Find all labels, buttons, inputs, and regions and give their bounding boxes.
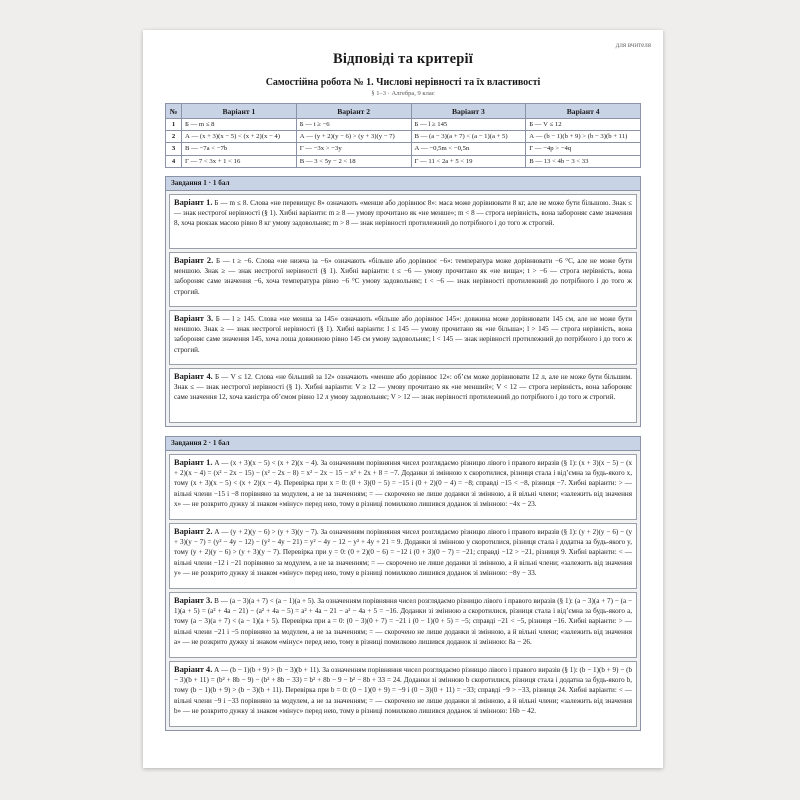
- table-cell: Г — 7 < 3x + 1 < 16: [182, 155, 297, 167]
- answer-key-table: [165, 103, 641, 168]
- explanation-text: Б — t ≥ −6. Слова «не нижча за −6» означають «більше або дорівнює −6»: температура може дорівнювати −6 °C, але не може бути меншою. Знак ≥ — знак нестрогої нерівності (§ 1). Хибні варіанти: t ≤ −6 — умову прочитано як «не вища»; t > −6 — строга нерівність, вона забороняє саме значення −6, хоча температура рівно −6 °C умову задовольняє; t < −6 — знак нерівності протилежний до потрібного і до того ж строгий.: [174, 256, 632, 296]
- variant-label: Варіант 1.: [174, 457, 213, 467]
- table-cell: Г — −4p > −4q: [526, 143, 641, 155]
- table-row: [166, 143, 641, 155]
- explanation-text: А — (x + 3)(x − 5) < (x + 2)(x − 4). За означенням порівняння чисел розглядаємо різницю лівого і правого виразів (§ 1): (x + 3)(x − 5) − (x + 2)(x − 4) = (x² − 2x − 15) − (x² − 2x − 8) = x² − 2x − 15 − x² + 2x + 8 = −7. Доданки зі змінною x скоротилися, різниця стала і від’ємна за будь-якого x, тому (x + 3)(x − 5) < (x + 2)(x − 4). Перевірка при x = 0: (0 + 3)(0 − 5) = −15 і (0 + 2)(0 − 4) = −8; справді −15 < −8, різниця −7. Хибні варіанти: > — вільні члени −15 і −8 порівняно за модулем, а не за значенням; = — скорочено не лише доданки зі змінною, а й вільні члени; «залежить від значення x» — не розкрито дужку зі знаком «мінус» перед нею, тому в різниці помилково лишився доданок зі змінною: −4x − 23.: [174, 458, 632, 508]
- page-meta: § 1–3 · Алгебра, 9 клас: [371, 90, 435, 97]
- variant-label: Варіант 3.: [174, 313, 214, 323]
- table-cell: Г — −3x > −3y: [296, 143, 411, 155]
- table-cell: Г — 11 < 2a + 5 < 19: [411, 155, 526, 167]
- teacher-note: для вчителя: [615, 41, 651, 49]
- task-1-section: [165, 176, 641, 427]
- table-cell: В — (a − 3)(a + 7) < (a − 1)(a + 5): [411, 131, 526, 143]
- table-cell: А — (y + 2)(y − 6) > (y + 3)(y − 7): [296, 131, 411, 143]
- table-cell: А — −0,5m < −0,5n: [411, 143, 526, 155]
- table-cell: Б — t ≥ −6: [296, 119, 411, 131]
- table-cell: 4: [166, 155, 182, 167]
- explanation-text: Б — m ≤ 8. Слова «не перевищує 8» означають «менше або дорівнює 8»: маса може дорівнювати 8 кг, але не може бути більшою. Знак ≤ — знак нестрогої нерівності (§ 1). Хибні варіанти: m ≥ 8 — умову прочитано як «не менше»; m < 8 — строга нерівність, вона забороняє саме значення 8, хоча рюкзак масою рівно 8 кг умову задовольняє; m > 8 — знак нерівності протилежний до потрібного і до того ж строгий.: [174, 198, 632, 228]
- table-cell: В — 3 < 5y − 2 < 18: [296, 155, 411, 167]
- task-2-section: [165, 436, 641, 731]
- table-header-cell: Варіант 3: [411, 104, 526, 119]
- table-row: [166, 119, 641, 131]
- table-header-cell: Варіант 4: [526, 104, 641, 119]
- explanation-text: Б — V ≤ 12. Слова «не більший за 12» означають «менше або дорівнює 12»: об’єм може дорівнювати 12 л, але не може бути більшим. Знак ≤ — знак нестрогої нерівності (§ 1). Хибні варіанти: V ≥ 12 — умову прочитано як «не менший»; V < 12 — строга нерівність, вона забороняє саме значення 12, хоча каністра об’ємом рівно 12 л умову задовольняє; V > 12 — знак нерівності протилежний до потрібного і до того ж строгий.: [174, 372, 632, 402]
- explanation-text: А — (b − 1)(b + 9) > (b − 3)(b + 11). За означенням порівняння чисел розглядаємо різницю лівого і правого виразів (§ 1): (b − 1)(b + 9) − (b − 3)(b + 11) = (b² + 8b − 9) − (b² + 8b − 33) = b² + 8b − 9 − b² − 8b + 33 = 24. Доданки зі змінною b скоротилися, різниця стала і додатна за будь-якого b, тому (b − 1)(b + 9) > (b − 3)(b + 11). Перевірка при b = 0: (0 − 1)(0 + 9) = −9 і (0 − 3)(0 + 11) = −33; справді −9 > −33, різниця 24. Хибні варіанти: < — вільні члени −9 і −33 порівняно за модулем, а не за значенням; = — скорочено не лише доданки зі змінною, а й вільні члени; «залежить від значення b» — не розкрито дужку зі знаком «мінус» перед нею, тому в різниці помилково лишився доданок зі змінною: 16b − 42.: [174, 665, 632, 715]
- task-2-heading: Завдання 2 · 1 бал: [166, 437, 640, 451]
- table-cell: А — (x + 3)(x − 5) < (x + 2)(x − 4): [182, 131, 297, 143]
- explanation-text: В — (a − 3)(a + 7) < (a − 1)(a + 5). За означенням порівняння чисел розглядаємо різницю лівого і правого виразів (§ 1): (a − 3)(a + 7) − (a − 1)(a + 5) = (a² + 4a − 21) − (a² + 4a − 5) = a² + 4a − 21 − a² − 4a + 5 = −16. Доданки зі змінною a скоротилися, різниця стала і від’ємна за будь-якого a, тому (a − 3)(a + 7) < (a − 1)(a + 5). Перевірка при a = 0: (0 − 3)(0 + 7) = −21 і (0 − 1)(0 + 5) = −5; справді −21 < −5, різниця −16. Хибні варіанти: > — вільні члени −21 і −5 порівняно за модулем, а не за значенням; = — скорочено не лише доданки зі змінною, а й вільні члени; «залежить від значення a» — не розкрито дужку зі знаком «мінус» перед нею, тому в різниці помилково лишився доданок зі змінною: 8a − 26.: [174, 596, 632, 646]
- table-cell: В — −7a < −7b: [182, 143, 297, 155]
- page-title: Відповіді та критерії: [333, 51, 473, 67]
- table-cell: Б — m ≤ 8: [182, 119, 297, 131]
- variant-label: Варіант 4.: [174, 371, 213, 381]
- variant-label: Варіант 2.: [174, 526, 213, 536]
- task-2-variant-1-explanation: [169, 454, 637, 520]
- table-cell: Б — V ≤ 12: [526, 119, 641, 131]
- table-header-cell: Варіант 2: [296, 104, 411, 119]
- table-header-row: [166, 104, 641, 119]
- explanation-text: Б — l ≥ 145. Слова «не менша за 145» означають «більше або дорівнює 145»: довжина може дорівнювати 145 см, але не може бути меншою. Знак ≥ — знак нестрогої нерівності (§ 1). Хибні варіанти: l ≤ 145 — умову прочитано як «не більша»; l > 145 — строга нерівність, вона забороняє саме значення 145, хоча лоша довжиною рівно 145 см умову задовольняє; l < 145 — знак нерівності протилежний до потрібного і до того ж строгий.: [174, 314, 632, 354]
- table-cell: Б — l ≥ 145: [411, 119, 526, 131]
- task-1-variant-3-explanation: [169, 310, 637, 365]
- task-1-variant-1-explanation: [169, 194, 637, 249]
- task-1-variant-2-explanation: [169, 252, 637, 307]
- table-cell: В — 13 < 4b − 3 < 33: [526, 155, 641, 167]
- explanation-text: А — (y + 2)(y − 6) > (y + 3)(y − 7). За означенням порівняння чисел розглядаємо різницю лівого і правого виразів (§ 1): (y + 2)(y − 6) − (y + 3)(y − 7) = (y² − 4y − 12) − (y² − 4y − 21) = y² − 4y − 12 − y² + 4y + 21 = 9. Доданки зі змінною y скоротилися, різниця стала і додатна за будь-якого y, тому (y + 2)(y − 6) > (y + 3)(y − 7). Перевірка при y = 0: (0 + 2)(0 − 6) = −12 і (0 + 3)(0 − 7) = −21; справді −12 > −21, різниця 9. Хибні варіанти: < — вільні члени −12 і −21 порівняно за модулем, а не за значенням; = — скорочено не лише доданки зі змінною, а й вільні члени; «залежить від значення y» — не розкрито дужку зі знаком «мінус» перед нею, тому в різниці помилково лишився доданок зі змінною: −8y − 33.: [174, 527, 632, 577]
- table-cell: 2: [166, 131, 182, 143]
- table-row: [166, 131, 641, 143]
- table-cell: 3: [166, 143, 182, 155]
- task-2-variant-2-explanation: [169, 523, 637, 589]
- variant-label: Варіант 3.: [174, 595, 213, 605]
- table-header-cell: Варіант 1: [182, 104, 297, 119]
- task-2-variant-4-explanation: [169, 661, 637, 727]
- table-header-cell: №: [166, 104, 182, 119]
- table-cell: А — (b − 1)(b + 9) > (b − 3)(b + 11): [526, 131, 641, 143]
- task-1-variant-4-explanation: [169, 368, 637, 423]
- worksheet-page: [143, 30, 663, 768]
- task-2-variant-3-explanation: [169, 592, 637, 658]
- variant-label: Варіант 2.: [174, 255, 214, 265]
- table-row: [166, 155, 641, 167]
- page-subtitle: Самостійна робота № 1. Числові нерівності та їх властивості: [265, 77, 541, 88]
- variant-label: Варіант 4.: [174, 664, 213, 674]
- task-1-heading: Завдання 1 · 1 бал: [166, 177, 640, 191]
- page-content: [165, 42, 641, 731]
- table-cell: 1: [166, 119, 182, 131]
- variant-label: Варіант 1.: [174, 197, 213, 207]
